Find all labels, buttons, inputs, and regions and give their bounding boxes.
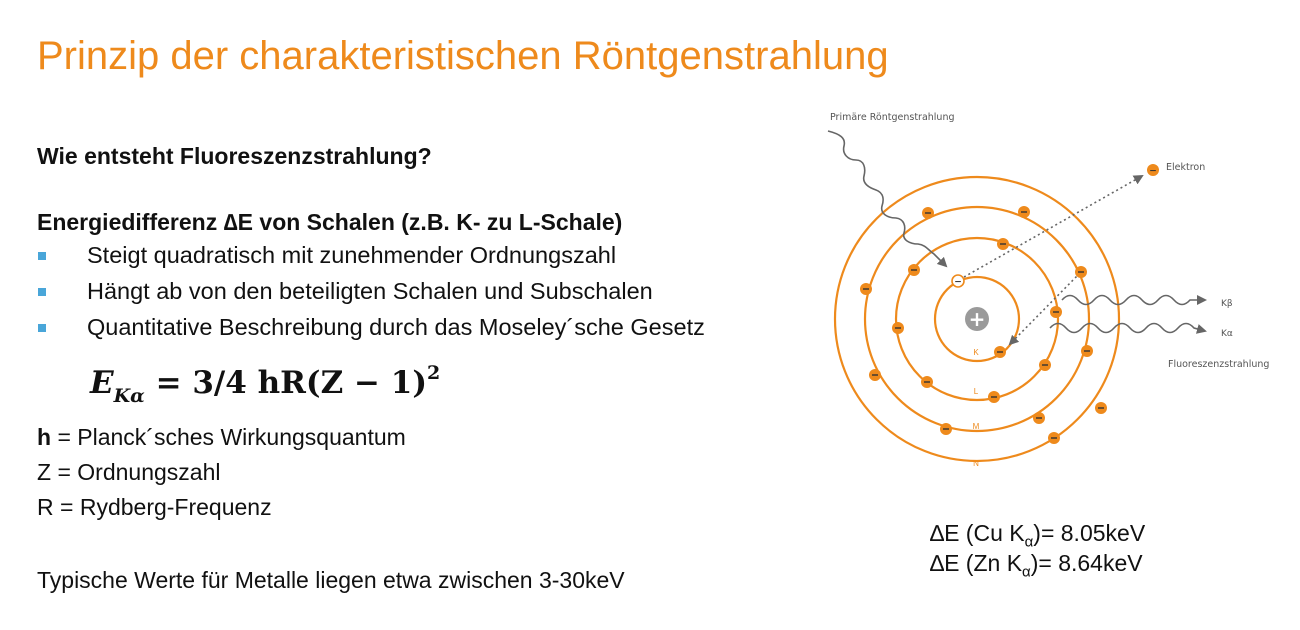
definition-symbol: h [37, 424, 52, 450]
formula-lhs: E [90, 365, 114, 401]
k-alpha-label: Kα [1221, 329, 1233, 339]
shell-label-m: M [972, 422, 980, 431]
primary-xray-label: Primäre Röntgenstrahlung [830, 112, 955, 123]
energy-suffix: )= 8.05keV [1033, 520, 1146, 546]
energy-prefix: ∆E (Zn K [930, 550, 1023, 576]
energy-difference-heading: Energiedifferenz ∆E von Schalen (z.B. K- zu L-Schale) [37, 209, 623, 235]
vacancy-minus: − [954, 277, 962, 288]
shell-label-k: K [973, 348, 979, 357]
formula-exponent: 2 [427, 362, 441, 384]
energy-subscript: α [1024, 533, 1034, 551]
k-beta-label: Kβ [1221, 299, 1233, 309]
electron-label: Elektron [1166, 162, 1206, 173]
energy-prefix: ∆E (Cu K [930, 520, 1025, 546]
k-alpha-wave [1050, 324, 1205, 333]
slide-title: Prinzip der charakteristischen Röntgenstrahlung [37, 34, 889, 78]
fluorescence-label: Fluoreszenzstrahlung [1168, 359, 1270, 370]
definition-text: = Planck´sches Wirkungsquantum [51, 424, 406, 450]
energy-subscript: α [1022, 563, 1031, 581]
shell-label-n: N [973, 459, 979, 468]
bullet-text: Quantitative Beschreibung durch das Moseley´sche Gesetz [87, 314, 705, 340]
shell-label-l: L [973, 387, 979, 396]
nucleus-plus-sign: + [968, 307, 986, 331]
ejected-electron-path [964, 176, 1142, 277]
ejected-electron-minus: − [1149, 166, 1157, 177]
definition-text: = Rydberg-Frequenz [53, 494, 272, 520]
electron-transition-path [1010, 273, 1080, 344]
k-beta-wave [1062, 296, 1205, 305]
bullet-text: Steigt quadratisch mit zunehmender Ordnungszahl [87, 242, 617, 268]
definition-symbol: R [37, 494, 54, 520]
energy-suffix: )= 8.64keV [1030, 550, 1143, 576]
typical-values-text: Typische Werte für Metalle liegen etwa zwischen 3-30keV [37, 567, 625, 593]
primary-xray-wave [828, 131, 946, 266]
bullet-text: Hängt ab von den beteiligten Schalen und Subschalen [87, 278, 653, 304]
question-heading: Wie entsteht Fluoreszenzstrahlung? [37, 143, 432, 169]
formula-lhs-subscript: Kα [113, 385, 145, 407]
formula-rhs: = 3/4 hR(Z − 1) [155, 365, 427, 401]
definition-text: = Ordnungszahl [51, 459, 221, 485]
definition-symbol: Z [37, 459, 52, 485]
